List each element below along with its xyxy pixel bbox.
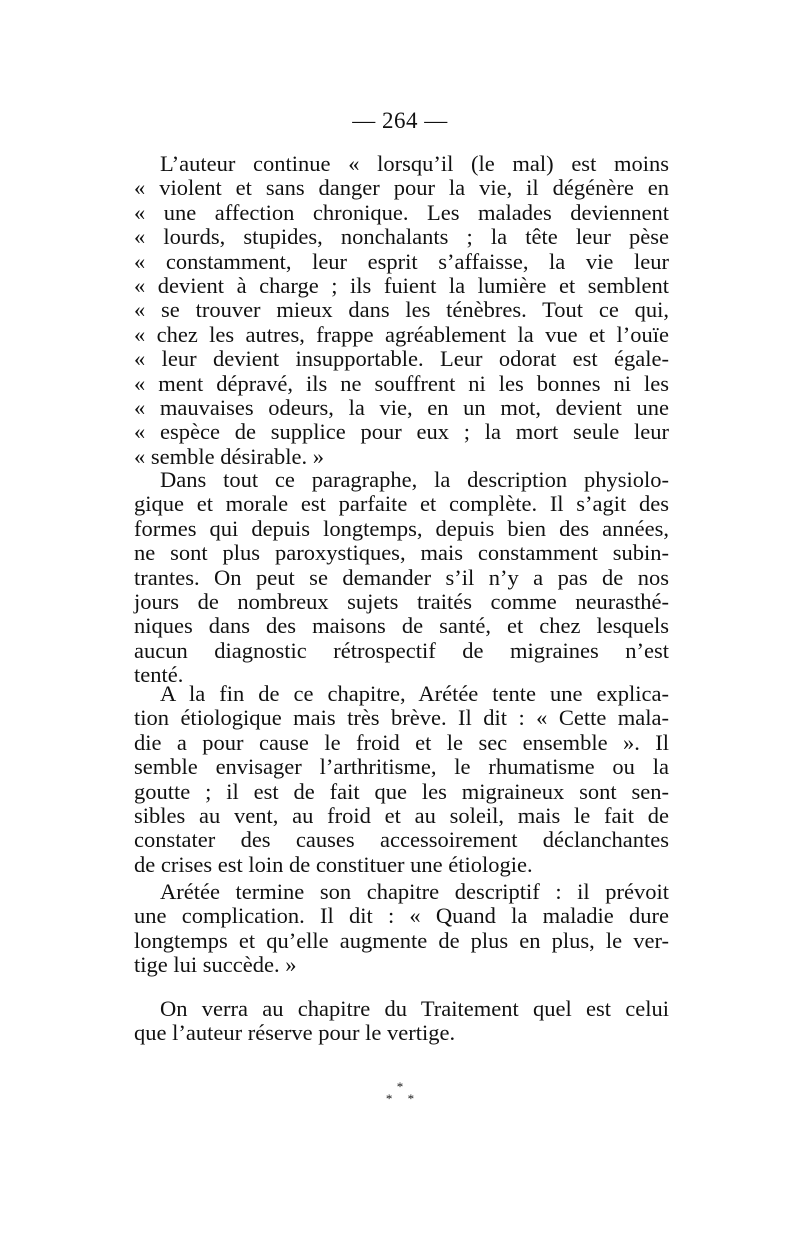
page-number: — 264 —	[352, 108, 448, 133]
text-line: goutte ; il est de fait que les migraineux sont sen-	[134, 778, 669, 804]
text-line: « chez les autres, frappe agréablement la vue et l’ouïe	[134, 321, 669, 347]
text-line: « une affection chronique. Les malades deviennent	[134, 199, 669, 225]
paragraph-description	[134, 468, 669, 688]
paragraph-quote	[134, 152, 669, 469]
text-line: Dans tout ce paragraphe, la description physiolo-	[160, 467, 669, 492]
text-line: « lourds, stupides, nonchalants ; la tête leur pèse	[134, 224, 669, 250]
text-line: aucun diagnostic rétrospectif de migraines n’est	[134, 637, 669, 663]
text-line: que l’auteur réserve pour le vertige.	[134, 1020, 456, 1046]
text-line: niques dans des maisons de santé, et chez lesquels	[134, 613, 669, 639]
text-line: tige lui succède. »	[134, 952, 297, 978]
text-line: die a pour cause le froid et le sec ensemble ». Il	[134, 729, 669, 755]
text-line: jours de nombreux sujets traités comme neurasthé-	[134, 588, 669, 614]
text-line: gique et morale est parfaite et complète. Il s’agit des	[134, 491, 669, 517]
text-line: constater des causes accessoirement déclanchantes	[134, 827, 669, 853]
text-line: ne sont plus paroxystiques, mais constamment subin-	[134, 540, 669, 566]
text-line: A la fin de ce chapitre, Arétée tente une explica-	[160, 681, 669, 706]
text-line: « semble désirable. »	[134, 443, 324, 469]
text-line: « se trouver mieux dans les ténèbres. Tout ce qui,	[134, 297, 669, 323]
text-line: tenté.	[134, 662, 184, 688]
text-line: formes qui depuis longtemps, depuis bien des années,	[134, 515, 669, 541]
text-line: Arétée termine son chapitre descriptif : il prévoit	[160, 879, 669, 904]
asterism-top: *	[396, 1079, 404, 1094]
paragraph-complication	[134, 880, 669, 978]
text-line: « constamment, leur esprit s’affaisse, la vie leur	[134, 248, 669, 274]
text-line: semble envisager l’arthritisme, le rhumatisme ou la	[134, 754, 669, 780]
text-line: tion étiologique mais très brève. Il dit : « Cette mala-	[134, 705, 669, 731]
text-line: « leur devient insupportable. Leur odorat est égale-	[134, 346, 669, 372]
asterism-bottom: * *	[385, 1091, 421, 1106]
text-line: sibles au vent, au froid et au soleil, mais le fait de	[134, 802, 669, 828]
text-line: « mauvaises odeurs, la vie, en un mot, devient une	[134, 394, 669, 420]
text-line: de crises est loin de constituer une étiologie.	[134, 851, 533, 877]
text-line: On verra au chapitre du Traitement quel est celui	[160, 996, 669, 1021]
text-line: « espèce de supplice pour eux ; la mort seule leur	[134, 419, 669, 445]
text-line: L’auteur continue « lorsqu’il (le mal) est moins	[160, 151, 669, 176]
text-line: « ment dépravé, ils ne souffrent ni les bonnes ni les	[134, 370, 669, 396]
text-line: longtemps et qu’elle augmente de plus en plus, le ver-	[134, 927, 669, 953]
paragraph-treatment-note	[134, 997, 669, 1046]
asterism-ornament	[0, 1081, 800, 1105]
paragraph-etiology	[134, 682, 669, 877]
text-line: une complication. Il dit : « Quand la maladie dure	[134, 903, 669, 929]
text-line: « devient à charge ; ils fuient la lumière et semblent	[134, 272, 669, 298]
text-line: trantes. On peut se demander s’il n’y a pas de nos	[134, 564, 669, 590]
text-line: « violent et sans danger pour la vie, il dégénère en	[134, 175, 669, 201]
